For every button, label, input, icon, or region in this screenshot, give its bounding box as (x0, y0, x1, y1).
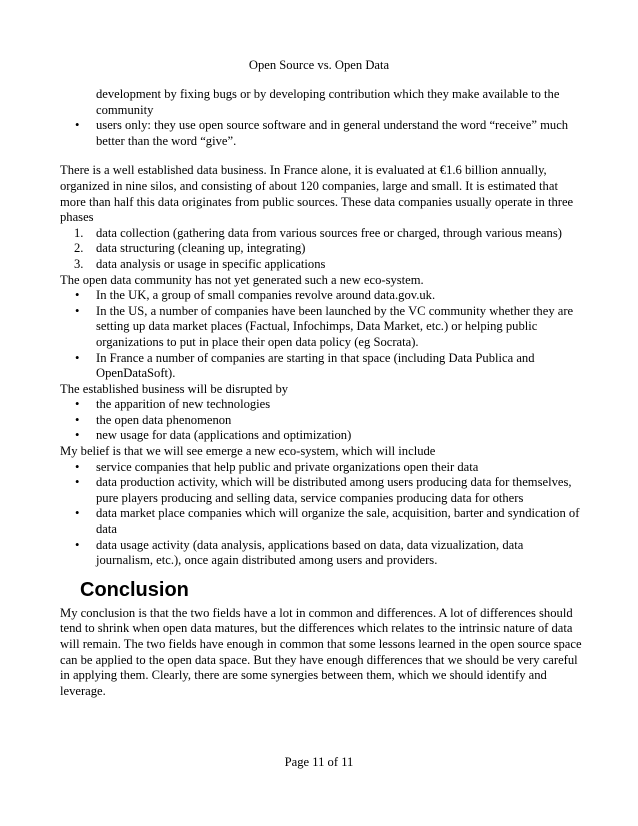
page-content (60, 87, 582, 699)
list-item-text: users only: they use open source software and in general understand the word “receive” much better than the word “give”. (96, 118, 569, 148)
list-item (60, 288, 582, 304)
conclusion-paragraph: My conclusion is that the two fields have a lot in common and differences. A lot of differences should tend to shrink when open data matures, but the differences which relates to the intrinsic nature of data will remain. The two fields have enough in common that some lessons learned in the open source space can be applied to the open data space. But they have enough differences that we should be very careful in applying them. Clearly, there are some synergies between them, which we should identify and leverage. (60, 605, 582, 698)
list-item-text: data usage activity (data analysis, applications based on data, data vizualization, data journalism, etc.), once again distributed among users and providers. (96, 537, 524, 568)
bullet-icon: • (75, 475, 80, 490)
list-item (60, 538, 582, 569)
list-item (60, 413, 582, 429)
list-item-text: data production activity, which will be distributed among users producing data for themselves, pure players producing and selling data, service companies producing data for others (96, 475, 572, 505)
bullet-icon: • (75, 428, 80, 443)
list-number: 2. (74, 241, 84, 256)
ecosystem-bullet-list (60, 288, 582, 382)
list-item-text: data analysis or usage in specific applications (96, 256, 326, 271)
list-item (60, 397, 582, 413)
page-footer: Page 11 of 11 (284, 755, 354, 769)
list-item-text: In the US, a number of companies have been launched by the VC community whether they are setting up data market places (Factual, Infochimps, Data Market, etc.) or helping public organizations to put in place their open data policy (eg Socrata). (96, 303, 574, 349)
list-item-text: data market place companies which will organize the sale, acquisition, barter and syndication of data (96, 506, 580, 537)
list-item (60, 241, 582, 257)
list-item (60, 226, 582, 242)
list-item-text: In the UK, a group of small companies revolve around data.gov.uk. (96, 288, 436, 303)
continued-bullet-text: development by fixing bugs or by developing contribution which they make available to the community (96, 87, 560, 117)
conclusion-heading: Conclusion (80, 578, 189, 601)
list-item (60, 257, 582, 273)
bullet-icon: • (75, 537, 80, 552)
ecosystem-paragraph: The open data community has not yet generated such a new eco-system. (60, 272, 424, 287)
list-item (60, 351, 582, 382)
list-item (60, 506, 582, 537)
bullet-icon: • (75, 506, 80, 521)
belief-paragraph: My belief is that we will see emerge a new eco-system, which will include (60, 444, 436, 459)
list-item-text: data collection (gathering data from various sources free or charged, through various means) (96, 225, 562, 240)
phases-list (60, 226, 582, 273)
page-header: Open Source vs. Open Data (248, 58, 390, 72)
bullet-icon: • (75, 459, 80, 474)
list-item-text: service companies that help public and private organizations open their data (96, 459, 479, 474)
list-item-text: new usage for data (applications and optimization) (96, 428, 352, 443)
list-item (60, 118, 582, 149)
bullet-icon: • (75, 412, 80, 427)
list-item-text: data structuring (cleaning up, integrating) (96, 241, 306, 256)
bullet-icon: • (75, 397, 80, 412)
paragraph-gap (60, 149, 582, 163)
belief-bullet-list (60, 460, 582, 569)
bullet-icon: • (75, 118, 80, 133)
top-bullet-list (60, 118, 582, 149)
bullet-icon: • (75, 303, 80, 318)
list-item (60, 475, 582, 506)
list-item-text: In France a number of companies are starting in that space (including Data Publica and OpenDataSoft). (96, 350, 535, 381)
business-paragraph: There is a well established data business. In France alone, it is evaluated at €1.6 billion annually, organized in nine silos, and consisting of about 120 companies, large and small. It is estimated that more than half this data originates from public sources. These data companies usually operate in three phases (60, 163, 574, 225)
list-item (60, 428, 582, 444)
list-item (60, 460, 582, 476)
bullet-icon: • (75, 350, 80, 365)
list-item-text: the open data phenomenon (96, 412, 232, 427)
list-item-text: the apparition of new technologies (96, 397, 271, 412)
disrupted-paragraph: The established business will be disrupted by (60, 381, 289, 396)
list-item (60, 304, 582, 351)
list-number: 1. (74, 225, 84, 240)
list-number: 3. (74, 256, 84, 271)
bullet-icon: • (75, 288, 80, 303)
disrupted-bullet-list (60, 397, 582, 444)
